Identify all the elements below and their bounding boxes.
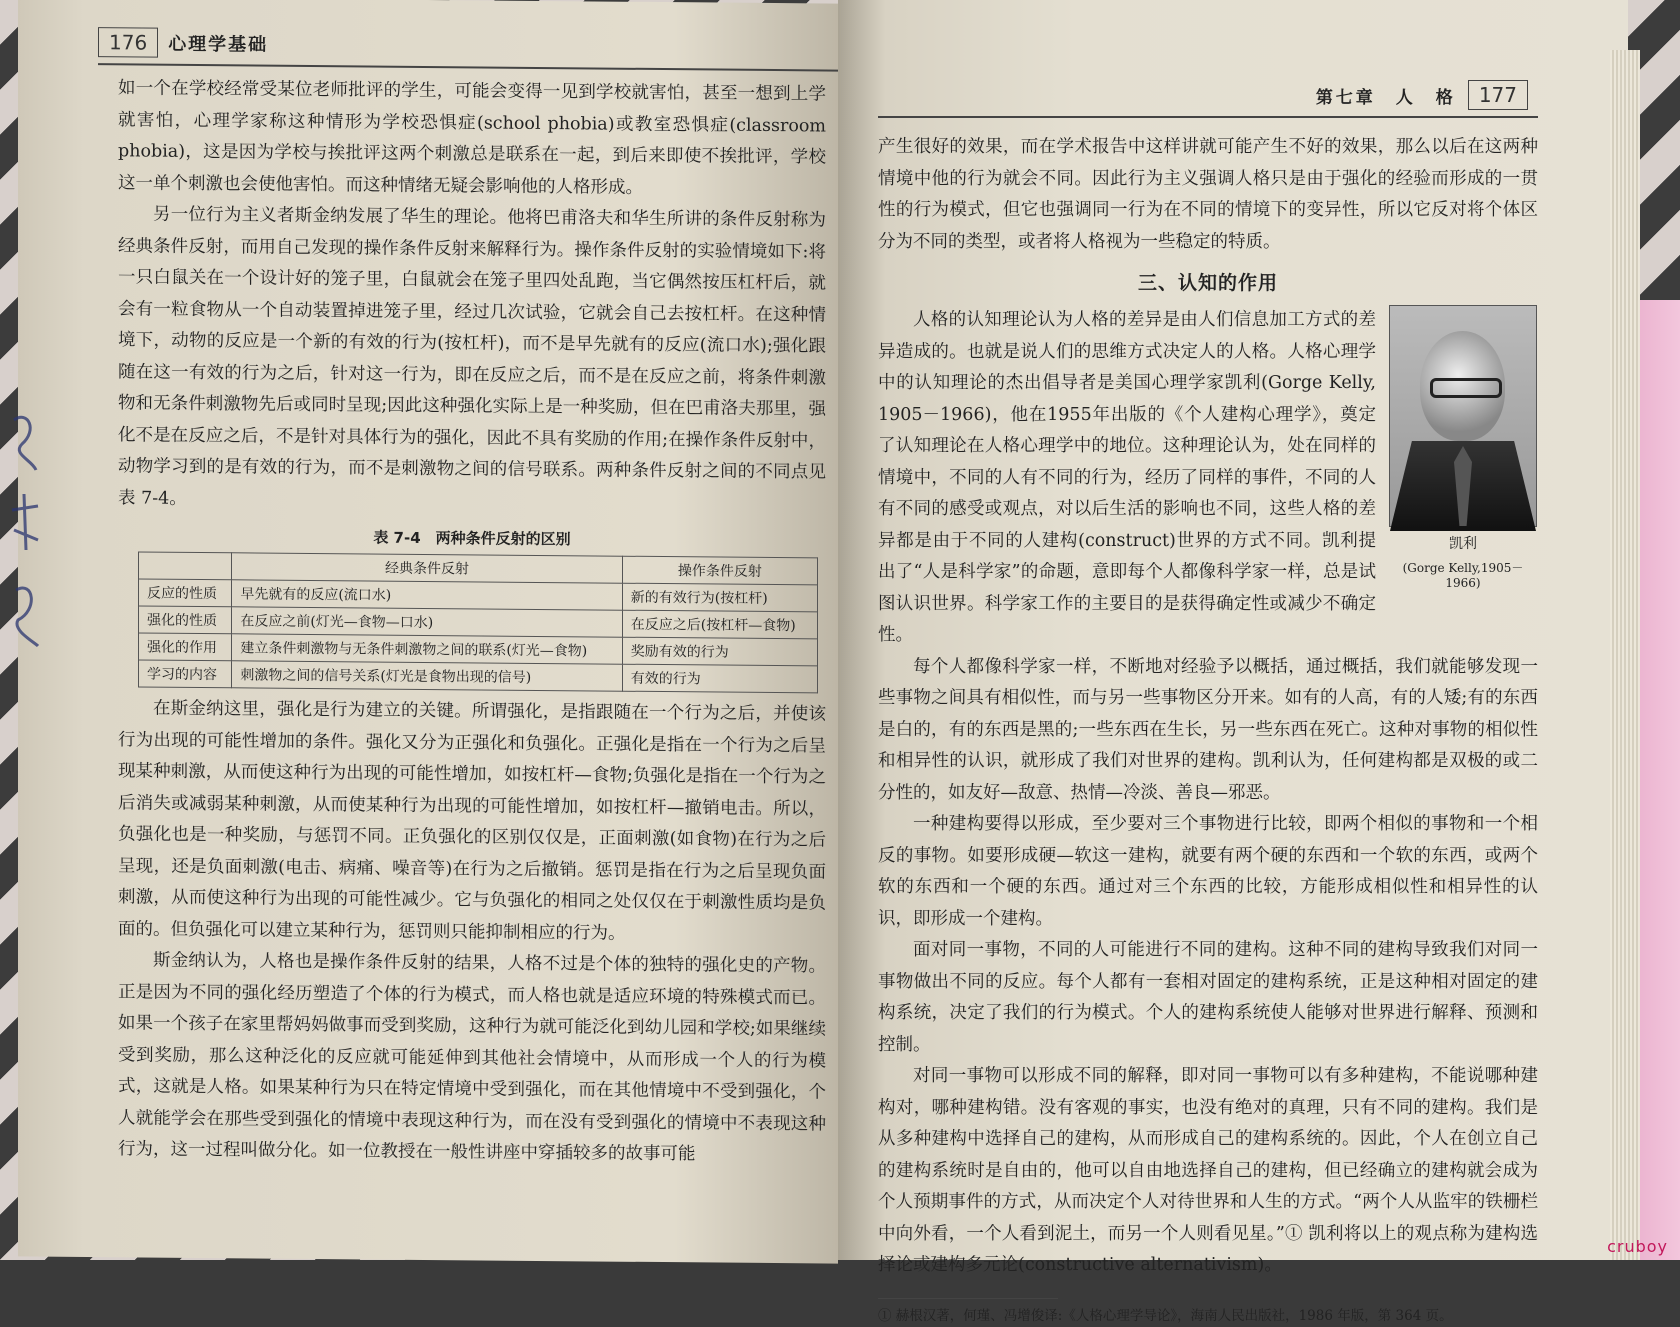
photo-caption: 凯利 — [1449, 536, 1477, 552]
book-page-edges — [1610, 50, 1640, 1260]
right-page-number: 177 — [1468, 80, 1528, 110]
table-cell: 有效的行为 — [622, 664, 817, 693]
right-page-header — [878, 80, 1538, 118]
photo-caption-english: (Gorge Kelly,1905－1966) — [1402, 561, 1524, 590]
handwritten-margin-marks — [8, 410, 44, 650]
right-intro-paragraph: 产生很好的效果，而在学术报告中这样讲就可能产生不好的效果，那么以后在这两种情境中他的行为就会不同。因此行为主义强调人格只是由于强化的经验而形成的一贯性的行为模式，但它也强调同一行为在不同的情境下的变异性，所以它反对将个体区分为不同的类型，或者将人格视为一些稳定的特质。 — [878, 137, 1538, 252]
portrait-photo — [1389, 305, 1537, 527]
table-cell: 建立条件刺激物与无条件刺激物之间的联系(灯光—食物) — [232, 634, 622, 664]
left-paragraph-1: 如一个在学校经常受某位老师批评的学生，可能会变得一见到学校就害怕，甚至一想到上学就害怕，心理学家称这种情形为学校恐惧症(school phobia)或教室恐惧症(classroom phobia)，这是因为学校与挨批评这两个刺激总是联系在一起，到后来即使不挨批评，学校这一单个刺激也会使他害怕。而这种情绪无疑会影响他的人格形成。 — [118, 78, 826, 198]
table-header-cell — [139, 552, 232, 580]
right-paragraph-3: 一种建构要得以形成，至少要对三个事物进行比较，即两个相似的事物和一个相反的事物。如要形成硬—软这一建构，就要有两个硬的东西和一个软的东西，或两个软的东西和一个硬的东西。通过对三个东西的比较，方能形成相似性和相异性的认识，即形成一个建构。 — [878, 814, 1538, 929]
footnote: ① 赫根汉著，何瑾、冯增俊译:《人格心理学导论》，海南人民出版社，1986 年版，第 364 页。 — [878, 1307, 1453, 1324]
portrait-figure — [1388, 305, 1538, 590]
right-page — [838, 0, 1628, 1324]
left-page — [18, 0, 838, 1264]
table-header-cell: 操作条件反射 — [622, 556, 817, 585]
table-cell: 强化的性质 — [139, 606, 232, 634]
footnote-divider — [878, 1298, 1058, 1299]
left-paragraph-2: 另一位行为主义者斯金纳发展了华生的理论。他将巴甫洛夫和华生所讲的条件反射称为经典条件反射，而用自己发现的操作条件反射来解释行为。操作条件反射的实验情境如下:将一只白鼠关在一个设计好的笼子里，白鼠就会在笼子里四处乱跑，当它偶然按压杠杆后，就会有一粒食物从一个自动装置掉进笼子里，经过几次试验，它就会自己去按杠杆。在这种情境下，动物的反应是一个新的有效的行为(按杠杆)，而不是早先就有的反应(流口水);强化跟随在这一有效的行为之后，针对这一行为，即在反应之后，而不是在反应之前，将条件刺激物和无条件刺激物先后或同时呈现;因此这种强化实际上是一种奖励，但在巴甫洛夫那里，强化不是在反应之后，不是针对具体行为的强化，因此不具有奖励的作用;在操作条件反射中，动物学习到的是有效的行为，而不是刺激物之间的信号联系。两种条件反射之间的不同点见表 7-4。 — [118, 204, 826, 509]
right-paragraph-1: 人格的认知理论认为人格的差异是由人们信息加工方式的差异造成的。也就是说人们的思维方式决定人的人格。人格心理学中的认知理论的杰出倡导者是美国心理学家凯利(Gorge Kelly, 1905－1966)，他在1955年出版的《个人建构心理学》，奠定了认知理论在人格心理学中的地位。这种理论认为，处在同样的情境中，不同的人有不同的行为，经历了同样的事件，不同的人有不同的感受或观点，对以后生活的影响也不同，这些人格的差异都是由于不同的人建构(construct)世界的方式不同。凯利提出了“人是科学家”的命题，意即每个人都像科学家一样，总是试图认识世界。科学家工作的主要目的是获得确定性或减少不确定性。 — [878, 310, 1376, 645]
left-paragraph-3: 在斯金纳这里，强化是行为建立的关键。所谓强化，是指跟随在一个行为之后，并使该行为出现的可能性增加的条件。强化又分为正强化和负强化。正强化是指在一个行为之后呈现某种刺激，从而使这种行为出现的可能性增加，如按杠杆—食物;负强化是指在一个行为之后消失或减弱某种刺激，从而使某种行为出现的可能性增加，如按杠杆—撤销电击。所以，负强化也是一种奖励，与惩罚不同。正负强化的区别仅仅是，正面刺激(如食物)在行为之后呈现，还是负面刺激(电击、病痛、噪音等)在行为之后撤销。惩罚是指在行为之后呈现负面刺激，从而使这种行为出现的可能性减少。它与负强化的相同之处仅仅在于刺激性质均是负面的。但负强化可以建立某种行为，惩罚则只能抑制相应的行为。 — [118, 698, 826, 944]
table-cell: 在反应之后(按杠杆—食物) — [622, 610, 817, 639]
table-cell: 强化的作用 — [139, 633, 232, 661]
left-paragraph-4: 斯金纳认为，人格也是操作条件反射的结果，人格不过是个体的独特的强化史的产物。正是因为不同的强化经历塑造了个体的行为模式，而人格也就是适应环境的特殊模式而已。如果一个孩子在家里帮妈妈做事而受到奖励，这种行为就可能泛化到幼儿园和学校;如果继续受到奖励，那么这种泛化的反应就可能延伸到其他社会情境中，从而形成一个人的行为模式，这就是人格。如果某种行为只在特定情境中受到强化，而在其他情境中不受到强化，个人就能学会在那些受到强化的情境中表现这种行为，而在没有受到强化的情境中不表现这种行为，这一过程叫做分化。如一位教授在一般性讲座中穿插较多的故事可能 — [118, 950, 826, 1165]
table-cell: 反应的性质 — [139, 579, 232, 607]
left-page-header — [98, 27, 838, 71]
book-title: 心理学基础 — [168, 33, 269, 56]
right-paragraph-2: 每个人都像科学家一样，不断地对经验予以概括，通过概括，我们就能够发现一些事物之间具有相似性，而与另一些事物区分开来。如有的人高，有的人矮;有的东西是白的，有的东西是黑的;一些东西在生长，另一些东西在死亡。这种对事物的相似性和相异性的认识，就形成了我们对世界的建构。凯利认为，任何建构都是双极的或二分性的，如友好—敌意、热情—冷淡、善良—邪恶。 — [878, 656, 1538, 803]
table-cell: 早先就有的反应(流口水) — [232, 580, 622, 610]
comparison-table — [138, 551, 818, 693]
table-title: 表 7-4 两种条件反射的区别 — [373, 528, 571, 549]
table-cell: 新的有效行为(按杠杆) — [622, 583, 817, 612]
left-page-number: 176 — [98, 27, 158, 58]
chapter-title: 第七章 人 格 — [1315, 87, 1456, 108]
table-cell: 在反应之前(灯光—食物—口水) — [232, 607, 622, 637]
table-cell: 奖励有效的行为 — [622, 637, 817, 666]
right-paragraph-5: 对同一事物可以形成不同的解释，即对同一事物可以有多种建构，不能说哪种建构对，哪种建构错。没有客观的事实，也没有绝对的真理，只有不同的建构。我们是从多种建构中选择自己的建构，从而形成自己的建构系统的。因此，个人在创立自己的建构系统时是自由的，他可以自由地选择自己的建构，但已经确立的建构就会成为个人预期事件的方式，从而决定个人对待世界和人生的方式。“两个人从监牢的铁栅栏中向外看，一个人看到泥土，而另一个人则看见星。”① 凯利将以上的观点称为建构选择论或建构多元论(constructive alternativism)。 — [878, 1066, 1538, 1275]
table-cell: 刺激物之间的信号关系(灯光是食物出现的信号) — [232, 661, 622, 691]
watermark: cruboy — [1607, 1237, 1668, 1256]
section-heading: 三、认知的作用 — [1137, 272, 1278, 294]
table-cell: 学习的内容 — [139, 660, 232, 688]
right-paragraph-4: 面对同一事物，不同的人可能进行不同的建构。这种不同的建构导致我们对同一事物做出不同的反应。每个人都有一套相对固定的建构系统，正是这种相对固定的建构系统，决定了我们的行为模式。个人的建构系统使人能够对世界进行解释、预测和控制。 — [878, 940, 1538, 1055]
table-header-cell: 经典条件反射 — [232, 553, 622, 583]
